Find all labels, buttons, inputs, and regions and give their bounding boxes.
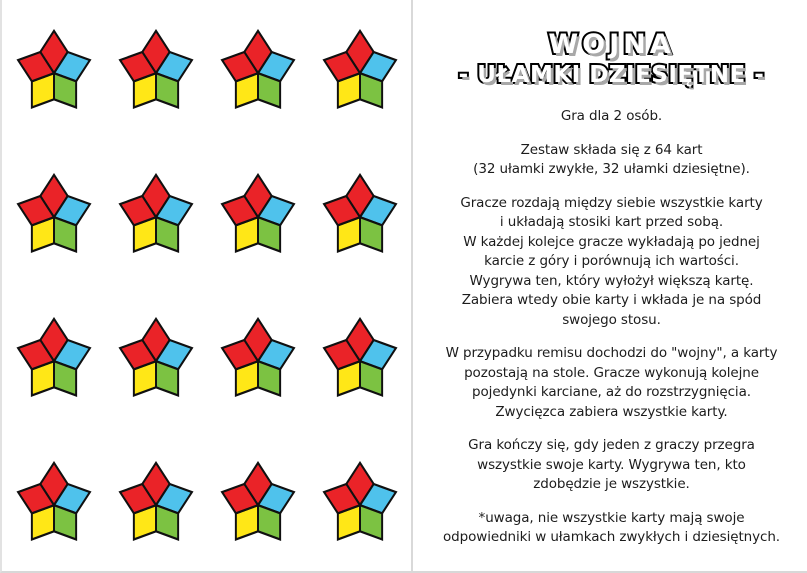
game-subtitle: - UŁAMKI DZIESIĘTNE - (458, 62, 765, 88)
pattern-star (115, 29, 197, 110)
pattern-star (319, 173, 401, 254)
pattern-star (115, 461, 197, 542)
rules-paragraph-deck: Zestaw składa się z 64 kart (32 ułamki zwykłe, 32 ułamki dziesiętne). (473, 141, 750, 177)
rules-paragraph-players: Gra dla 2 osób. (560, 108, 663, 124)
rules-paragraph-ending: Gra kończy się, gdy jeden z graczy przegra wszystkie swoje karty. Wygrywa ten, kto zdobędzie je wszystkie. (468, 437, 755, 492)
pattern-star (115, 173, 197, 254)
rules-page (414, 0, 807, 573)
pattern-star (217, 173, 299, 254)
pattern-star (13, 317, 95, 398)
pattern-star (13, 461, 95, 542)
pattern-star (217, 317, 299, 398)
game-title: WOJNA (548, 29, 675, 60)
page-divider (411, 0, 413, 573)
pattern-star (217, 461, 299, 542)
pattern-star (217, 29, 299, 110)
rules-paragraph-gameplay: Gracze rozdają między siebie wszystkie karty i układają stosiki kart przed sobą. W każdej kolejce gracze wykładają po jednej karcie z góry i porównują ich wartości. Wygrywa ten, który wyłożył większą kartę. Zabiera wtedy obie karty i wkłada je na spód swojego stosu. (460, 194, 763, 328)
rules-paragraph-war: W przypadku remisu dochodzi do "wojny", a karty pozostają na stole. Gracze wykonują kolejne pojedynki karciane, aż do rozstrzygnięcia. Zwycięzca zabiera wszystkie karty. (445, 345, 778, 420)
pattern-star (319, 29, 401, 110)
pattern-star (13, 29, 95, 110)
stars-grid (13, 29, 401, 542)
pattern-star (115, 317, 197, 398)
rules-footnote: *uwaga, nie wszystkie karty mają swoje odpowiedniki w ułamkach zwykłych i dziesiętnych. (443, 509, 780, 545)
pattern-star (13, 173, 95, 254)
pattern-star (319, 317, 401, 398)
pattern-star (319, 461, 401, 542)
